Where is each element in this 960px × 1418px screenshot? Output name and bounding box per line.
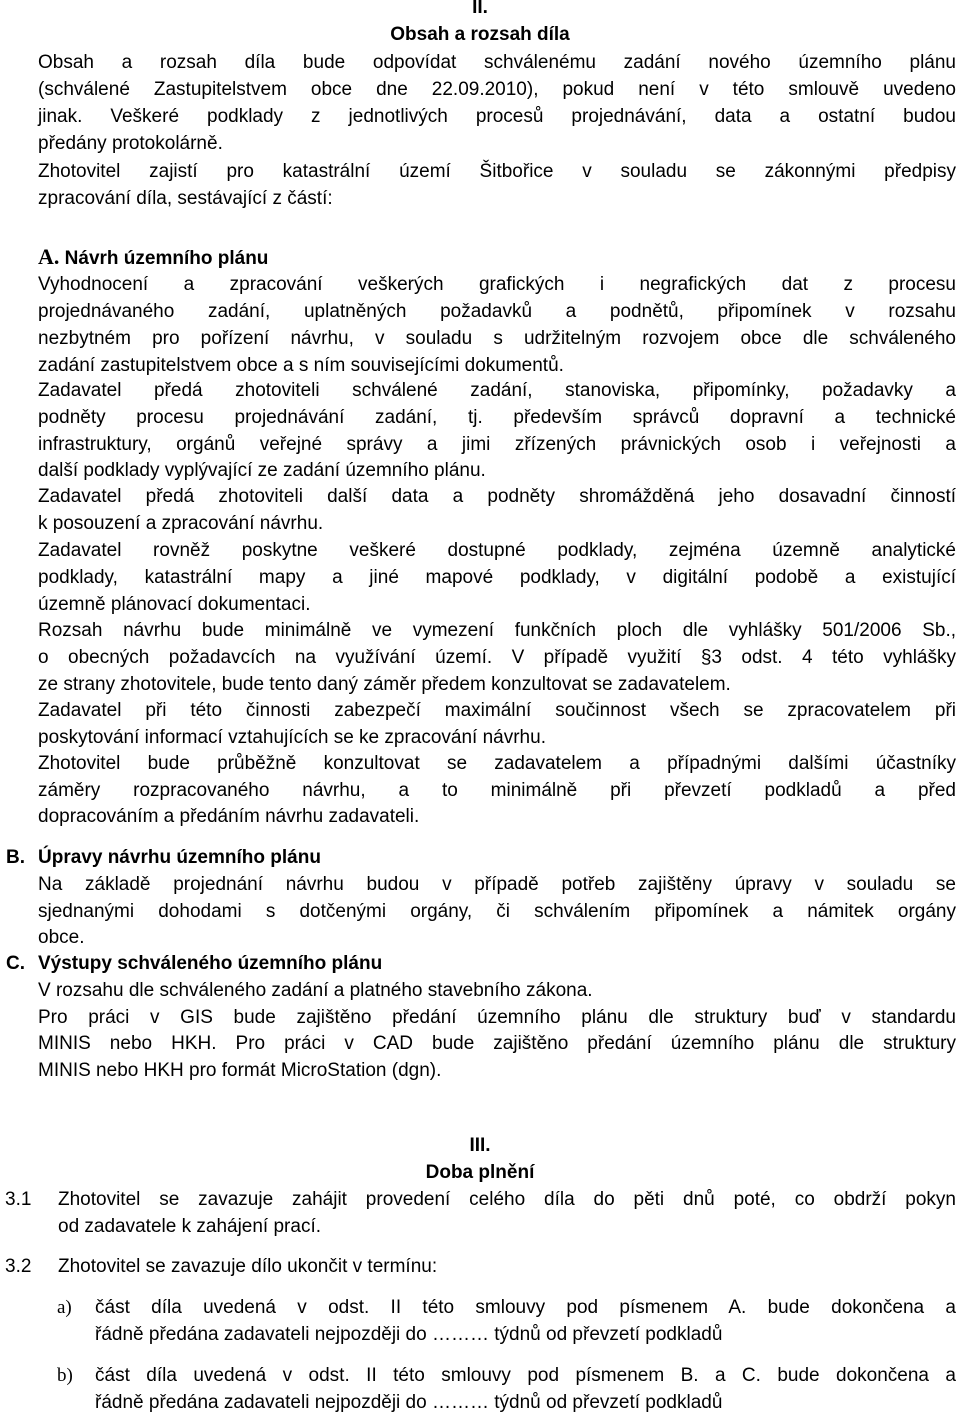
- part-a-heading: [38, 244, 268, 272]
- part-a-line: Zadavatel rovněž poskytne veškeré dostupné podklady, zejména územně analytické: [38, 540, 956, 561]
- part-a-line: územně plánovací dokumentaci.: [38, 594, 311, 615]
- part-b-line: sjednanými dohodami s dotčenými orgány, či schválením připomínek a námitek orgány: [38, 901, 956, 922]
- item-3-2-text: Zhotovitel se zavazuje dílo ukončit v termínu:: [58, 1256, 438, 1277]
- part-c-line: Pro práci v GIS bude zajištěno předání územního plánu dle struktury buď v standardu: [38, 1007, 956, 1028]
- item-b-line: část díla uvedená v odst. II této smlouvy pod písmenem B. a C. bude dokončena a: [95, 1365, 956, 1386]
- part-c-line: V rozsahu dle schváleného zadání a platného stavebního zákona.: [38, 980, 593, 1001]
- item-3-1-line: Zhotovitel se zavazuje zahájit provedení celého díla do pěti dnů poté, co obdrží pokyn: [58, 1189, 956, 1210]
- part-a-line: podklady, katastrální mapy a jiné mapové podklady, v digitální podobě a existující: [38, 567, 956, 588]
- part-c-title: Výstupy schváleného územního plánu: [38, 953, 383, 974]
- part-a-line: dopracováním a předáním návrhu zadavateli.: [38, 806, 420, 827]
- part-a-line: Vyhodnocení a zpracování veškerých grafických i negrafických dat z procesu: [38, 274, 956, 295]
- section-2-number: II.: [472, 0, 488, 18]
- part-a-line: ze strany zhotovitele, bude tento daný záměr předem konzultovat se zadavatelem.: [38, 674, 731, 695]
- part-a-line: k posouzení a zpracování návrhu.: [38, 513, 324, 534]
- part-a-line: Zadavatel při této činnosti zabezpečí maximální součinnost všech se zpracovatelem při: [38, 700, 956, 721]
- section-3-title: Doba plnění: [425, 1162, 535, 1183]
- item-a-line: část díla uvedená v odst. II této smlouvy pod písmenem A. bude dokončena a: [95, 1297, 956, 1318]
- part-a-line: Rozsah návrhu bude minimálně ve vymezení funkčních ploch dle vyhlášky 501/2006 Sb.,: [38, 620, 956, 641]
- part-a-line: Zadavatel předá zhotoviteli další data a podněty shromážděná jeho dosavadní činností: [38, 486, 956, 507]
- part-a-line: zadání zastupitelstvem obce a s ním souvisejícími dokumentů.: [38, 355, 564, 376]
- part-b-letter: B.: [6, 847, 25, 868]
- intro-line: Obsah a rozsah díla bude odpovídat schválenému zadání nového územního plánu: [38, 52, 956, 73]
- item-3-1-line: od zadavatele k zahájení prací.: [58, 1216, 322, 1237]
- scope-line: Zhotovitel zajistí pro katastrální území Šitbořice v souladu se zákonnými předpisy: [38, 161, 956, 182]
- section-3-number: III.: [469, 1135, 491, 1156]
- part-c-line: MINIS nebo HKH. Pro práci v CAD bude zajištěno předání územního plánu dle struktury: [38, 1033, 956, 1054]
- intro-line: jinak. Veškeré podklady z jednotlivých procesů projednávání, data a ostatní budou: [38, 106, 956, 127]
- part-a-line: nezbytném pro pořízení návrhu, v souladu s udržitelným rozvojem obce dle schváleného: [38, 328, 956, 349]
- part-a-line: projednávaného zadání, uplatněných požadavků a podnětů, připomínek v rozsahu: [38, 301, 956, 322]
- part-a-line: infrastruktury, orgánů veřejné správy a jimi zřízených právnických osob i veřejnosti a: [38, 434, 956, 455]
- part-a-line: další podklady vyplývající ze zadání územního plánu.: [38, 460, 486, 481]
- part-a-line: poskytování informací vztahujících se ke zpracování návrhu.: [38, 727, 546, 748]
- part-b-line: Na základě projednání návrhu budou v případě potřeb zajištěny úpravy v souladu se: [38, 874, 956, 895]
- item-a-letter: a): [57, 1297, 72, 1318]
- part-a-line: Zadavatel předá zhotoviteli schválené zadání, stanoviska, připomínky, požadavky a: [38, 380, 956, 401]
- part-c-letter: C.: [6, 953, 25, 974]
- part-a-line: záměry rozpracovaného návrhu, a to minimálně při převzetí podkladů a před: [38, 780, 956, 801]
- part-a-line: o obecných požadavcích na využívání území. V případě využití §3 odst. 4 této vyhlášky: [38, 647, 956, 668]
- intro-line: (schválené Zastupitelstvem obce dne 22.09.2010), pokud není v této smlouvě uvedeno: [38, 79, 956, 100]
- item-a-line: řádně předána zadavateli nejpozději do ……… týdnů od převzetí podkladů: [95, 1324, 723, 1345]
- part-a-line: Zhotovitel bude průběžně konzultovat se zadavatelem a případnými dalšími účastníky: [38, 753, 956, 774]
- item-b-line: řádně předána zadavateli nejpozději do ……… týdnů od převzetí podkladů: [95, 1392, 723, 1413]
- part-b-line: obce.: [38, 927, 85, 948]
- item-b-letter: b): [57, 1365, 73, 1386]
- item-3-2-number: 3.2: [5, 1256, 32, 1277]
- scope-line: zpracování díla, sestávající z částí:: [38, 188, 333, 209]
- part-b-title: Úpravy návrhu územního plánu: [38, 847, 321, 868]
- intro-line: předány protokolárně.: [38, 133, 223, 154]
- part-a-title: Návrh územního plánu: [64, 248, 269, 269]
- section-2-title: Obsah a rozsah díla: [390, 24, 570, 45]
- part-c-line: MINIS nebo HKH pro formát MicroStation (dgn).: [38, 1060, 442, 1081]
- part-a-letter: A.: [38, 244, 60, 269]
- part-a-line: podněty procesu projednávání zadání, tj. především správců dopravní a technické: [38, 407, 956, 428]
- item-3-1-number: 3.1: [5, 1189, 32, 1210]
